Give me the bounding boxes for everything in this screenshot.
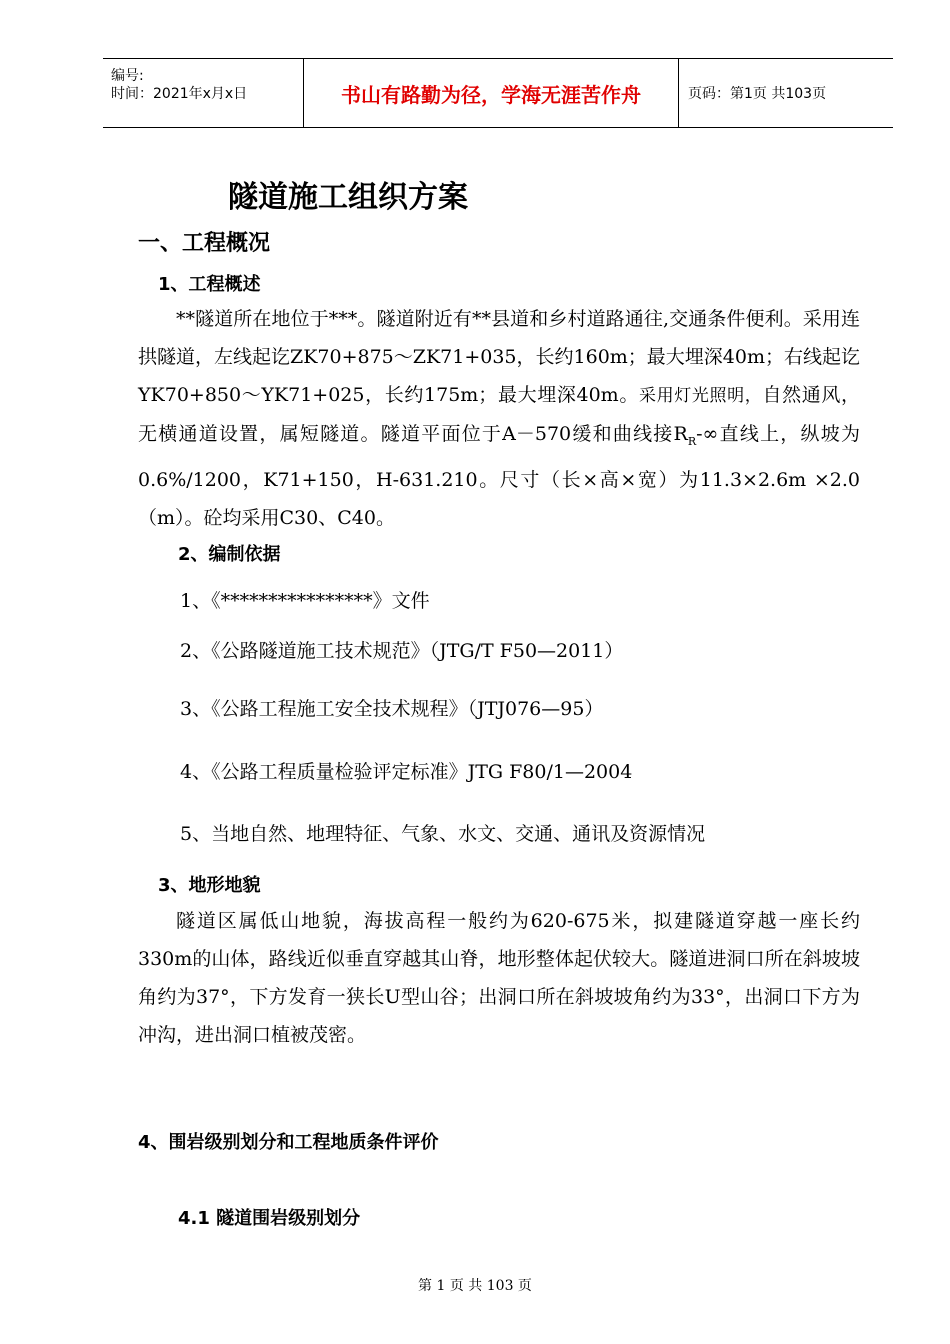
document-number-label: 编号: — [111, 68, 144, 84]
basis-item-3: 3、《公路工程施工安全技术规程》（JTJ076—95） — [180, 698, 604, 720]
subsection-heading-rock-classification: 4、围岩级别划分和工程地质条件评价 — [138, 1132, 439, 1153]
header-motto-cell — [303, 59, 679, 127]
summary-text-3: -∞直线上，纵坡为0.6%/1200，K71+150，H-631.210。尺寸（长×高×宽）为11.3×2.6m ×2.0（m）。砼均采用C30、C40。 — [138, 423, 861, 529]
basis-item-5: 5、当地自然、地理特征、气象、水文、交通、通讯及资源情况 — [180, 823, 706, 845]
header-meta — [103, 59, 303, 127]
header-page-info: 页码：第1页 共103页 — [688, 86, 827, 102]
basis-item-1: 1、《****************》文件 — [180, 590, 430, 612]
page-footer: 第 1 页 共 103 页 — [418, 1278, 532, 1294]
document-date: 时间：2021年x月x日 — [111, 86, 248, 102]
summary-text-2: 自然通风，无横通道设置，属短隧道。隧道平面位于A－570缓和曲线接R — [138, 384, 860, 445]
summary-subscript: R — [687, 434, 697, 448]
summary-text-1: **隧道所在地位于***。隧道附近有**县道和乡村道路通往,交通条件便利。采用连拱隧道，左线起讫ZK70+875～ZK71+035，长约160m；最大埋深40m；右线起讫YK70+850～YK71+025，长约175m；最大埋深40m。 — [138, 308, 860, 406]
subsection-heading-terrain: 3、地形地貌 — [158, 875, 261, 896]
document-title: 隧道施工组织方案 — [228, 180, 468, 215]
subsection-heading-rock-levels: 4.1 隧道围岩级别划分 — [178, 1208, 361, 1229]
basis-item-4: 4、《公路工程质量检验评定标准》JTG F80/1—2004 — [180, 761, 633, 783]
page-header — [103, 58, 893, 128]
terrain-text: 隧道区属低山地貌，海拔高程一般约为620-675米，拟建隧道穿越一座长约330m的山体，路线近似垂直穿越其山脊，地形整体起伏较大。隧道进洞口所在斜坡坡角约为37°，下方发育一狭长U型山谷；出洞口所在斜坡坡角约为33°，出洞口下方为冲沟，进出洞口植被茂密。 — [138, 910, 860, 1046]
summary-paragraph — [138, 300, 860, 537]
subsection-heading-summary: 1、工程概述 — [158, 274, 261, 295]
section-heading-overview: 一、工程概况 — [138, 231, 271, 256]
summary-text-small: 采用灯光照明， — [638, 386, 763, 406]
subsection-heading-basis: 2、编制依据 — [178, 544, 281, 565]
header-motto: 书山有路勤为径，学海无涯苦作舟 — [341, 82, 641, 107]
basis-item-2: 2、《公路隧道施工技术规范》（JTG/T F50—2011） — [180, 640, 624, 662]
terrain-paragraph — [138, 902, 860, 1054]
